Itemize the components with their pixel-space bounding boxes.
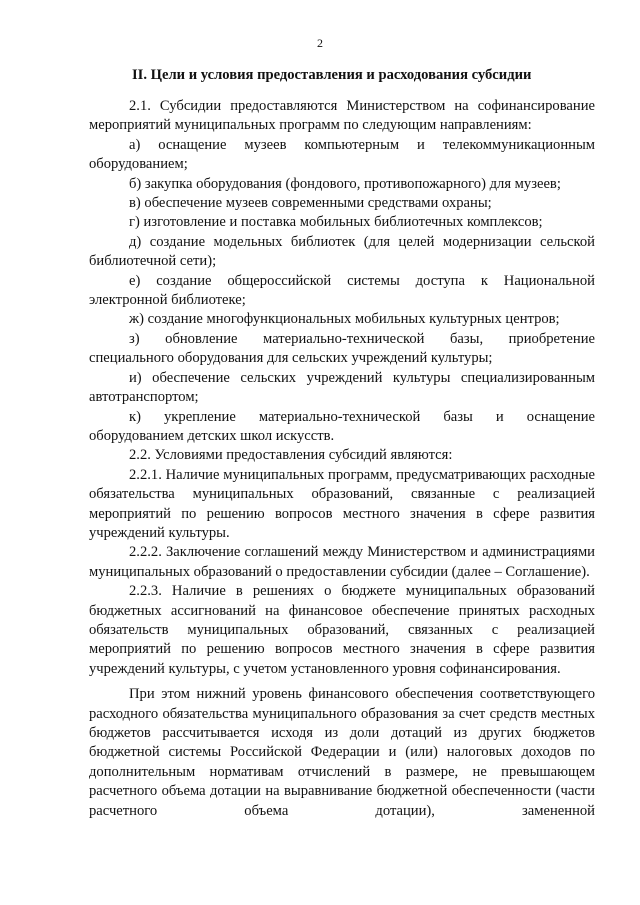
list-item-zh: ж) создание многофункциональных мобильных культурных центров;	[129, 311, 560, 328]
list-item-d: д) создание модельных библиотек (для целей модернизации сельской библиотечной сети);	[89, 233, 595, 270]
page-number: 2	[317, 36, 323, 50]
list-item-k: к) укрепление материально-технической базы и оснащение оборудованием детских школ искусств.	[89, 408, 595, 444]
list-item-g: г) изготовление и поставка мобильных библиотечных комплексов;	[129, 214, 543, 231]
paragraph-2-2-2: 2.2.2. Заключение соглашений между Министерством и администрациями муниципальных образований о предоставлении субсидии (далее – Соглашение).	[89, 544, 595, 580]
list-item-z: з) обновление материально-технической базы, приобретение специального оборудования для сельских учреждений культуры;	[89, 330, 595, 367]
list-item-a: а) оснащение музеев компьютерным и телекоммуникационным оборудованием;	[89, 136, 595, 173]
paragraph-2-2-3: 2.2.3. Наличие в решениях о бюджете муниципальных образований бюджетных ассигнований на финансовое обеспечение принятых расходных обязательств муниципальных образований, связанных с реализацией мероприятий по решению вопросов местного значения в сфере развития учреждений культуры, с учетом установленного уровня софинансирования.	[89, 583, 595, 677]
document-body	[89, 97, 595, 821]
paragraph-2-1: 2.1. Субсидии предоставляются Министерством на софинансирование мероприятий муниципальных программ по следующим направлениям:	[89, 98, 595, 134]
list-item-v: в) обеспечение музеев современными средствами охраны;	[129, 195, 492, 212]
section-heading: II. Цели и условия предоставления и расходования субсидии	[132, 67, 532, 83]
paragraph-2-2: 2.2. Условиями предоставления субсидий являются:	[129, 447, 453, 464]
list-item-b: б) закупка оборудования (фондового, противопожарного) для музеев;	[129, 175, 561, 192]
list-item-i: и) обеспечение сельских учреждений культуры специализированным автотранспортом;	[89, 369, 595, 406]
paragraph-funding-level: При этом нижний уровень финансового обеспечения соответствующего расходного обязательства муниципального образования за счет средств местных бюджетов рассчитывается исходя из доли дотаций из других бюджетов бюджетной системы Российской Федерации и (или) налоговых доходов по дополнительным нормативам отчислений в размере, не превышающем расчетного объема дотации на выравнивание бюджетной обеспеченности (части расчетного объема дотации), замененной	[89, 686, 595, 819]
list-item-e: е) создание общероссийской системы доступа к Национальной электронной библиотеке;	[89, 272, 595, 309]
paragraph-2-2-1: 2.2.1. Наличие муниципальных программ, предусматривающих расходные обязательства муниципальных образований, связанные с реализацией мероприятий по решению вопросов местного значения в сфере развития учреждений культуры.	[89, 466, 595, 541]
